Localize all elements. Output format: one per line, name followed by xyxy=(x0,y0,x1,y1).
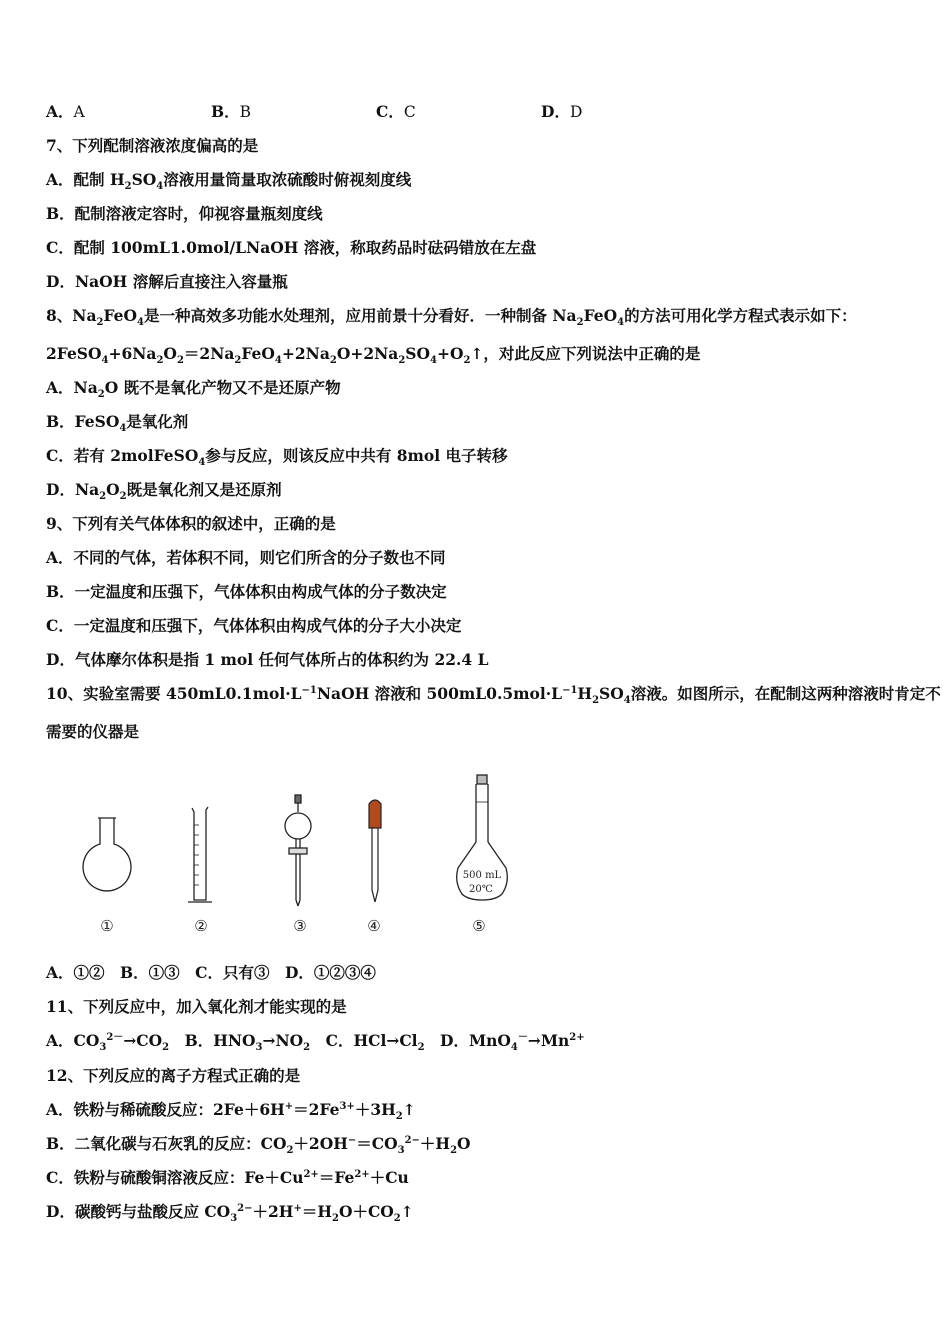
label-5: ⑤ xyxy=(472,917,486,935)
q12-option-c: C．铁粉与硫酸铜溶液反应：$Fe+Cu^{2+}=Fe^{2+}+Cu$ xyxy=(46,1168,409,1187)
q6-options xyxy=(46,102,646,122)
label-1: ① xyxy=(100,917,114,935)
round-bottom-flask xyxy=(83,818,131,891)
q7-option-d: D．NaOH 溶解后直接注入容量瓶 xyxy=(46,272,288,291)
q9-option-b: B．一定温度和压强下，气体体积由构成气体的分子数决定 xyxy=(46,582,447,601)
q8-option-a: A．$Na_2O$ 既不是氧化产物又不是还原产物 xyxy=(46,378,341,401)
q7-option-a: A．配制 $H_2SO_4$溶液用量筒量取浓硫酸时俯视刻度线 xyxy=(46,170,412,193)
q6-option-d: D．D xyxy=(541,102,583,121)
q9-option-c: C．一定温度和压强下，气体体积由构成气体的分子大小决定 xyxy=(46,616,462,635)
q9-option-a: A．不同的气体，若体积不同，则它们所含的分子数也不同 xyxy=(46,548,446,567)
q8-option-c: C．若有 2molFeSO$_4$参与反应，则该反应中共有 8mol 电子转移 xyxy=(46,446,508,469)
label-4: ④ xyxy=(367,917,381,935)
q12-option-d: D．碳酸钙与盐酸反应 $CO_3^{2-}+2H^+=H_2O+CO_2↑$ xyxy=(46,1202,414,1225)
q9-option-d: D．气体摩尔体积是指 1 mol 任何气体所占的体积约为 22.4 L xyxy=(46,650,489,669)
q7-stem: 7、下列配制溶液浓度偏高的是 xyxy=(46,136,259,155)
q8-option-d: D．$Na_2O_2$既是氧化剂又是还原剂 xyxy=(46,480,282,503)
q10-stem-line2: 需要的仪器是 xyxy=(46,722,140,741)
q12-option-a: A．铁粉与稀硫酸反应：$2Fe+6H^+=2Fe^{3+}+3H_2↑$ xyxy=(46,1100,416,1123)
q11-stem: 11、下列反应中，加入氧化剂才能实现的是 xyxy=(46,997,347,1016)
q10-options: A．①② B．①③ C．只有③ D．①②③④ xyxy=(46,963,376,982)
q12-option-b: B．二氧化碳与石灰乳的反应：$CO_2+2OH^-=CO_3^{2-}+H_2O$ xyxy=(46,1134,471,1157)
q10-stem-line1: 10、实验室需要 $450mL0.1mol\cdot L^{-1}NaOH$ 溶液和 $500mL0.5mol\cdot L^{-1}H_2SO_4$溶液。如图所示，在配制这两种溶液时肯定不 xyxy=(46,684,941,707)
q8-equation: $2FeSO_4+6Na_2O_2=2Na_2FeO_4+2Na_2O+2Na_2SO_4+O_2↑$，对此反应下列说法中正确的是 xyxy=(46,344,701,367)
q6-option-a: A．A xyxy=(46,102,85,121)
q11-options: A．$CO_3^{2-}\to CO_2$ B．$HNO_3\to NO_2$ C．$HCl\to Cl_2$ D．$MnO_4^-\to Mn^{2+}$ xyxy=(46,1031,585,1054)
dropper xyxy=(369,800,381,902)
q7-option-c: C．配制 100mL1.0mol/LNaOH 溶液，称取药品时砝码错放在左盘 xyxy=(46,238,537,257)
separatory-funnel xyxy=(285,795,311,906)
flask-volume-text: 500 mL xyxy=(462,870,502,881)
flask-temp-text: 20℃ xyxy=(469,884,493,895)
q6-option-c: C．C xyxy=(376,102,416,121)
q9-stem: 9、下列有关气体体积的叙述中，正确的是 xyxy=(46,514,336,533)
q6-option-b: B．B xyxy=(211,102,251,121)
q8-stem: 8、$Na_2FeO_4$是一种高效多功能水处理剂，应用前景十分看好．一种制备 $Na_2FeO_4$的方法可用化学方程式表示如下： xyxy=(46,306,857,329)
apparatus-figure xyxy=(70,770,530,940)
graduated-cylinder xyxy=(188,807,212,902)
label-3: ③ xyxy=(293,917,307,935)
volumetric-flask xyxy=(457,775,508,900)
q8-option-b: B．FeSO$_4$是氧化剂 xyxy=(46,412,189,435)
q12-stem: 12、下列反应的离子方程式正确的是 xyxy=(46,1066,301,1085)
q7-option-b: B．配制溶液定容时，仰视容量瓶刻度线 xyxy=(46,204,323,223)
label-2: ② xyxy=(194,917,208,935)
